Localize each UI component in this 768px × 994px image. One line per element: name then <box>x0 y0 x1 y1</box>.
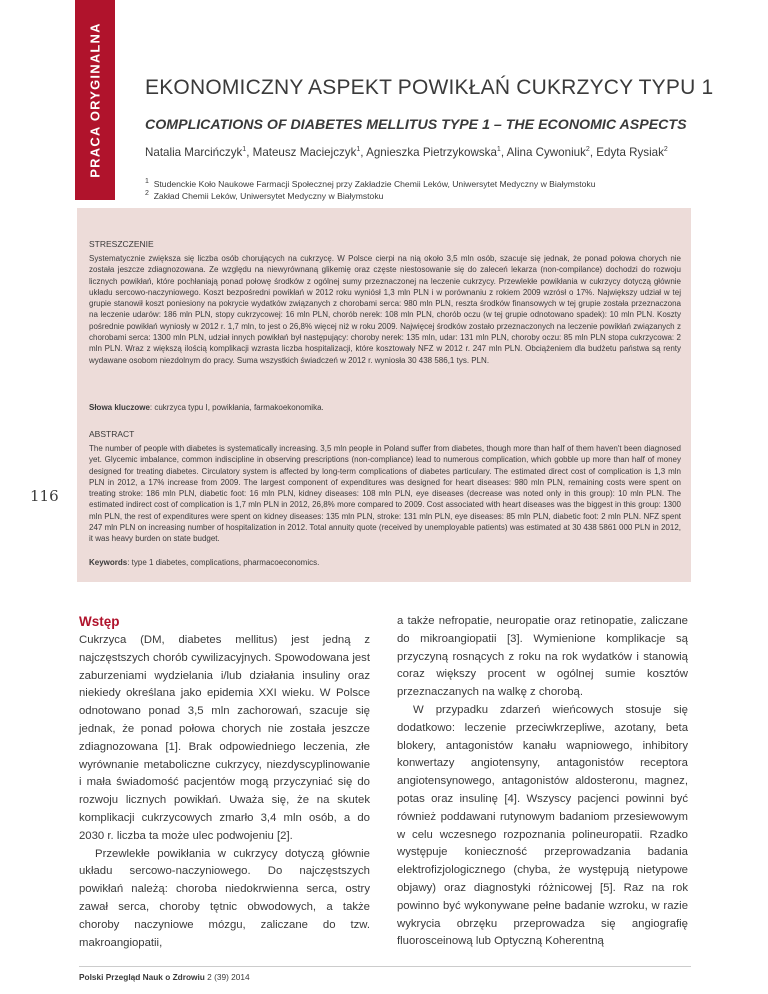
article-type-tab <box>75 0 115 200</box>
footer <box>79 972 250 982</box>
keywords-label: Słowa kluczowe <box>89 403 150 412</box>
author-list: Natalia Marcińczyk$^1$, Mateusz Maciejczyk$^1$, Agnieszka Pietrzykowska$^1$, Alina Cywoniuk$^2$, Edyta Rysiak$^2$ <box>145 146 668 159</box>
article-type-label: PRACA ORYGINALNA <box>87 22 103 178</box>
body-paragraph: W przypadku zdarzeń wieńcowych stosuje się dodatkowo: leczenie przeciwkrzepliwe, azotany, beta blokery, antagonistów kanału wapniowego, inhibitory konwertazy angiotensyny, antagonistów receptora angiotensynowego, antagonistów aldosteronu, magnez, potas oraz insulinę [4]. Wszyscy pacjenci powinni być również poddawani rutynowym badaniom przesiewowym w celu wczesnego rozpoznania polineuropatii. Rzadko występuje konieczność przeprowadzania badania elektrofizjologicznego (chyba, że występują nietypowe objawy) oraz diagnostyki różnicowej [5]. Raz na rok powinno być wykonywane pełne badanie wzroku, w razie wykrycia obrzęku przeprowadza się angiografię fluorosceinową lub Optyczną Koherentną <box>397 703 688 948</box>
streszczenie-text: Systematycznie zwiększa się liczba osób chorujących na cukrzycę. W Polsce cierpi na nią około 3,5 mln osób, szacuje się jednak, że ponad połowa chorych nie została jeszcze zdiagnozowana. Ze względu na niewyrównaną glikemię oraz częste niestosowanie się do zaleceń lekarza (non-compilance) dochodzi do rozwoju licznych powikłań, które pochłaniają ponad połowę środków z ogólnej sumy przeznaczonej na leczenie cukrzycy. Przewlekłe powikłania w cukrzycy dotyczą głównie układu sercowo-naczyniowego. Koszt bezpośredni powikłań w 2012 roku wyniósł 1,3 mln PLN i w porównaniu z rokiem 2009 wzrósł o 17%. Największy udział w tej grupie stanowił koszt poniesiony na pokrycie wydatków związanych z chorobami serca: 980 mln PLN, reszta środków finansowych w tej grupie została przeznaczona na leczenie udarów: 186 mln PLN, stopy cukrzycowej: 16 mln PLN, chorób nerek: 108 mln PLN, chorób oczu (w tej grupie odnotowano spadek): 10 mln PLN. Koszty pośrednie powikłań wyniosły w 2012 r. 1,7 mln, to jest o 26,8% więcej niż w roku 2009. Najwięcej środków zostało przeznaczonych na leczenie powikłań związanych z chorobami serca: 1300 mln PLN, udział innych powikłań był następujący: choroby nerek: 135 mln, udar: 131 mln PLN, choroby oczu: 85 mln PLN stopa cukrzycowa: 2 mln PLN. Wraz z większą ilością komplikacji wzrasta liczba hospitalizacji, które kosztowały NFZ w 2012 r. 247 mln PLN. Obciążeniem dla budżetu państwa są renty wydawane osobom niezdolnym do pracy. Suma wszystkich świadczeń w 2012 r. wyniosła 30 438 586,1 tys. PLN. <box>89 254 681 365</box>
abstract-box <box>77 208 691 582</box>
affiliation <box>145 191 383 201</box>
author-name: Alina Cywoniuk <box>506 146 586 159</box>
footer-divider <box>79 966 691 967</box>
affiliation-number: 1 <box>145 178 149 186</box>
author-affiliation-mark: 2 <box>663 146 668 154</box>
affiliation-text: Studenckie Koło Naukowe Farmacji Społecznej przy Zakładzie Chemii Leków, Uniwersytet Medyczny w Białymstoku <box>153 179 596 189</box>
author-affiliation-mark: 1 <box>242 146 247 154</box>
affiliation-number: 2 <box>145 190 149 198</box>
streszczenie-keywords <box>89 403 681 412</box>
affiliation-text: Zakład Chemii Leków, Uniwersytet Medyczny w Białymstoku <box>153 191 384 201</box>
body-column-left <box>79 613 370 952</box>
article-title: EKONOMICZNY ASPEKT POWIKŁAŃ CUKRZYCY TYPU 1 <box>145 76 714 99</box>
author-name: Agnieszka Pietrzykowska <box>366 146 497 159</box>
keywords-list: : cukrzyca typu I, powikłania, farmakoekonomika. <box>149 403 324 412</box>
body-column-right <box>397 613 688 951</box>
author-affiliation-mark: 1 <box>496 146 501 154</box>
body-paragraph: Przewlekłe powikłania w cukrzycy dotyczą głównie układu sercowo-naczyniowego. Do najczęstszych powikłań należą: choroba niedokrwienna serca, ostry zawał serca, choroby tętnic obwodowych, a także choroby naczyniowe mózgu, zaliczane do tzw. makroangiopatii, <box>79 847 370 949</box>
body-paragraph: Cukrzyca (DM, diabetes mellitus) jest jedną z najczęstszych chorób cywilizacyjnych. Spowodowana jest zaburzeniami wydzielania i/lub działania insuliny oraz niekiedy określana jako epidemia XXI wieku. W Polsce odnotowano ponad 3,5 mln zachorowań, szacuje się jednak, że ponad połowa chorych nie została jeszcze zdiagnozowana [1]. Brak odpowiedniego leczenia, złe wyrównanie metaboliczne cukrzycy, niezdyscyplinowanie i mała świadomość pacjentów mogą przyczyniać się do rozwoju licznych powikłań. Uważa się, że na skutek komplikacji cukrzycowych zmarło 3,4 mln osób, a do 2030 r. liczba ta może ulec podwojeniu [2]. <box>79 634 370 842</box>
author-name: Mateusz Maciejczyk <box>252 146 357 159</box>
author-affiliation-mark: 1 <box>356 146 361 154</box>
journal-name: Polski Przegląd Nauk o Zdrowiu <box>79 972 205 982</box>
article-subtitle: COMPLICATIONS OF DIABETES MELLITUS TYPE 1 – THE ECONOMIC ASPECTS <box>145 117 687 133</box>
abstract-heading: ABSTRACT <box>89 429 135 439</box>
abstract-keywords <box>89 558 681 567</box>
section-heading: Wstęp <box>79 614 120 629</box>
page-number: 116 <box>30 487 59 505</box>
keywords-list: : type 1 diabetes, complications, pharmacoeconomics. <box>127 558 320 567</box>
keywords-label: Keywords <box>89 558 128 567</box>
streszczenie-heading: STRESZCZENIE <box>89 239 154 249</box>
abstract-text: The number of people with diabetes is systematically increasing. 3,5 mln people in Poland suffer from diabetes, though more than half of them haven't been diagnosed yet. Glycemic imbalance, common indiscipline in observing prescriptions (non-compliance) lead to numerous complication, which gobble up more than half of money designed for treating diabetes. Circulatory system is affected by long-term complications of diabetes particulary. The estimated direct cost of complication is 1,3 mln PLN in 2012, a 17% increase from 2009. The largest component of expenditures was designed for heart diseases: 980 mln PLN, remaining costs were spent on treating stroke: 186 mln PLN, diabetic foot: 16 mln PLN, kidney diseases: 108 mln PLN, eye diseases (decrease was noted only in this group): 10 mln PLN. The estimated indirect cost of complication is 1,7 mln PLN in 2012, 26,8% more compared to 2009. Cost associated with heart diseases was the biggest in this group: 1300 mln PLN, the rest of expenditures were spent on kidney diseases: 135 mln PLN, stroke: 131 mln PLN, eye diseases: 85 mln PLN, diabetic foot: 2 mln PLN. NFZ spent 247 mln PLN on increasing number of hospitalization in 2012. Total annuity quote (received by unemployable patients) was estimated at 30 438 5861 000 PLN in 2012, it was heavy burden on state budget. <box>89 444 681 544</box>
affiliation <box>145 179 596 189</box>
body-paragraph: a także nefropatie, neuropatie oraz retinopatie, zaliczane do mikroangiopatii [3]. Wymienione komplikacje są przyczyną rosnących z roku na rok wydatków i stanowią coraz większy procent w ogólnej sumie kosztów przeznaczanych na walkę z chorobą. <box>397 615 688 699</box>
author-affiliation-mark: 2 <box>585 146 590 154</box>
author-name: Edyta Rysiak <box>596 146 664 159</box>
journal-issue: 2 (39) 2014 <box>204 972 250 982</box>
author-name: Natalia Marcińczyk <box>145 146 243 159</box>
